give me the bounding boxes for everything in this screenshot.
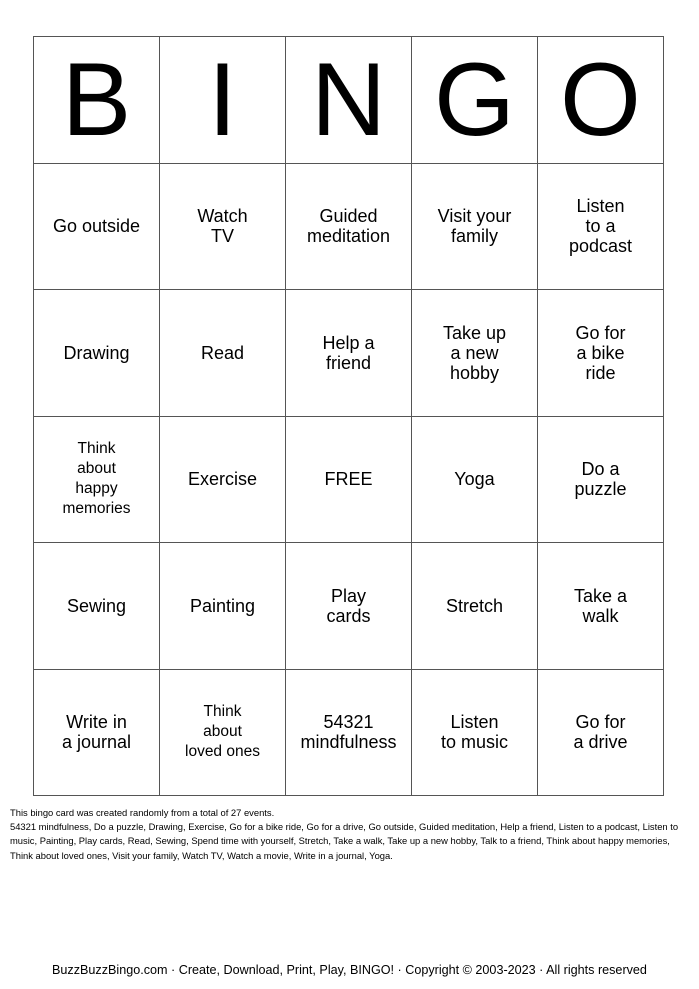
note-summary: This bingo card was created randomly from a total of 27 events. bbox=[10, 807, 275, 818]
header-row bbox=[34, 37, 664, 164]
header-letter: G bbox=[412, 37, 538, 164]
header-letter: O bbox=[538, 37, 664, 164]
card-row bbox=[34, 416, 664, 543]
card-cell: Read bbox=[160, 290, 286, 417]
card-cell: Think about loved ones bbox=[160, 669, 286, 796]
card-cell: Help a friend bbox=[286, 290, 412, 417]
card-row bbox=[34, 290, 664, 417]
card-row bbox=[34, 669, 664, 796]
card-cell: Watch TV bbox=[160, 163, 286, 290]
card-cell: Visit your family bbox=[412, 163, 538, 290]
card-cell: Take a walk bbox=[538, 543, 664, 670]
card-cell: Listen to a podcast bbox=[538, 163, 664, 290]
card-cell: Take up a new hobby bbox=[412, 290, 538, 417]
card-row bbox=[34, 163, 664, 290]
bingo-card bbox=[33, 36, 664, 796]
card-cell: Play cards bbox=[286, 543, 412, 670]
card-cell: Painting bbox=[160, 543, 286, 670]
card-cell: Go outside bbox=[34, 163, 160, 290]
card-cell: Go for a drive bbox=[538, 669, 664, 796]
free-cell: FREE bbox=[286, 416, 412, 543]
card-row bbox=[34, 543, 664, 670]
header-letter: N bbox=[286, 37, 412, 164]
card-note bbox=[10, 806, 690, 863]
card-cell: Think about happy memories bbox=[34, 416, 160, 543]
card-cell: Stretch bbox=[412, 543, 538, 670]
footer-copyright: BuzzBuzzBingo.com · Create, Download, Print, Play, BINGO! · Copyright © 2003-2023 · All rights reserved bbox=[52, 963, 647, 977]
card-cell: Yoga bbox=[412, 416, 538, 543]
card-cell: Go for a bike ride bbox=[538, 290, 664, 417]
card-cell: Do a puzzle bbox=[538, 416, 664, 543]
header-letter: B bbox=[34, 37, 160, 164]
card-cell: Write in a journal bbox=[34, 669, 160, 796]
card-cell: Listen to music bbox=[412, 669, 538, 796]
card-cell: Sewing bbox=[34, 543, 160, 670]
note-events-list: 54321 mindfulness, Do a puzzle, Drawing, Exercise, Go for a bike ride, Go for a drive, Go outside, Guided meditation, Help a friend, Listen to a podcast, Listen to music, Painting, Play cards, Read, Sewing, Spend time with yourself, Stretch, Take a walk, Take up a new hobby, Talk to a friend, Think about happy memories, Think about loved ones, Visit your family, Watch TV, Watch a movie, Write in a journal, Yoga. bbox=[10, 821, 679, 861]
card-cell: Exercise bbox=[160, 416, 286, 543]
card-cell: Drawing bbox=[34, 290, 160, 417]
header-letter: I bbox=[160, 37, 286, 164]
card-cell: Guided meditation bbox=[286, 163, 412, 290]
card-cell: 54321 mindfulness bbox=[286, 669, 412, 796]
